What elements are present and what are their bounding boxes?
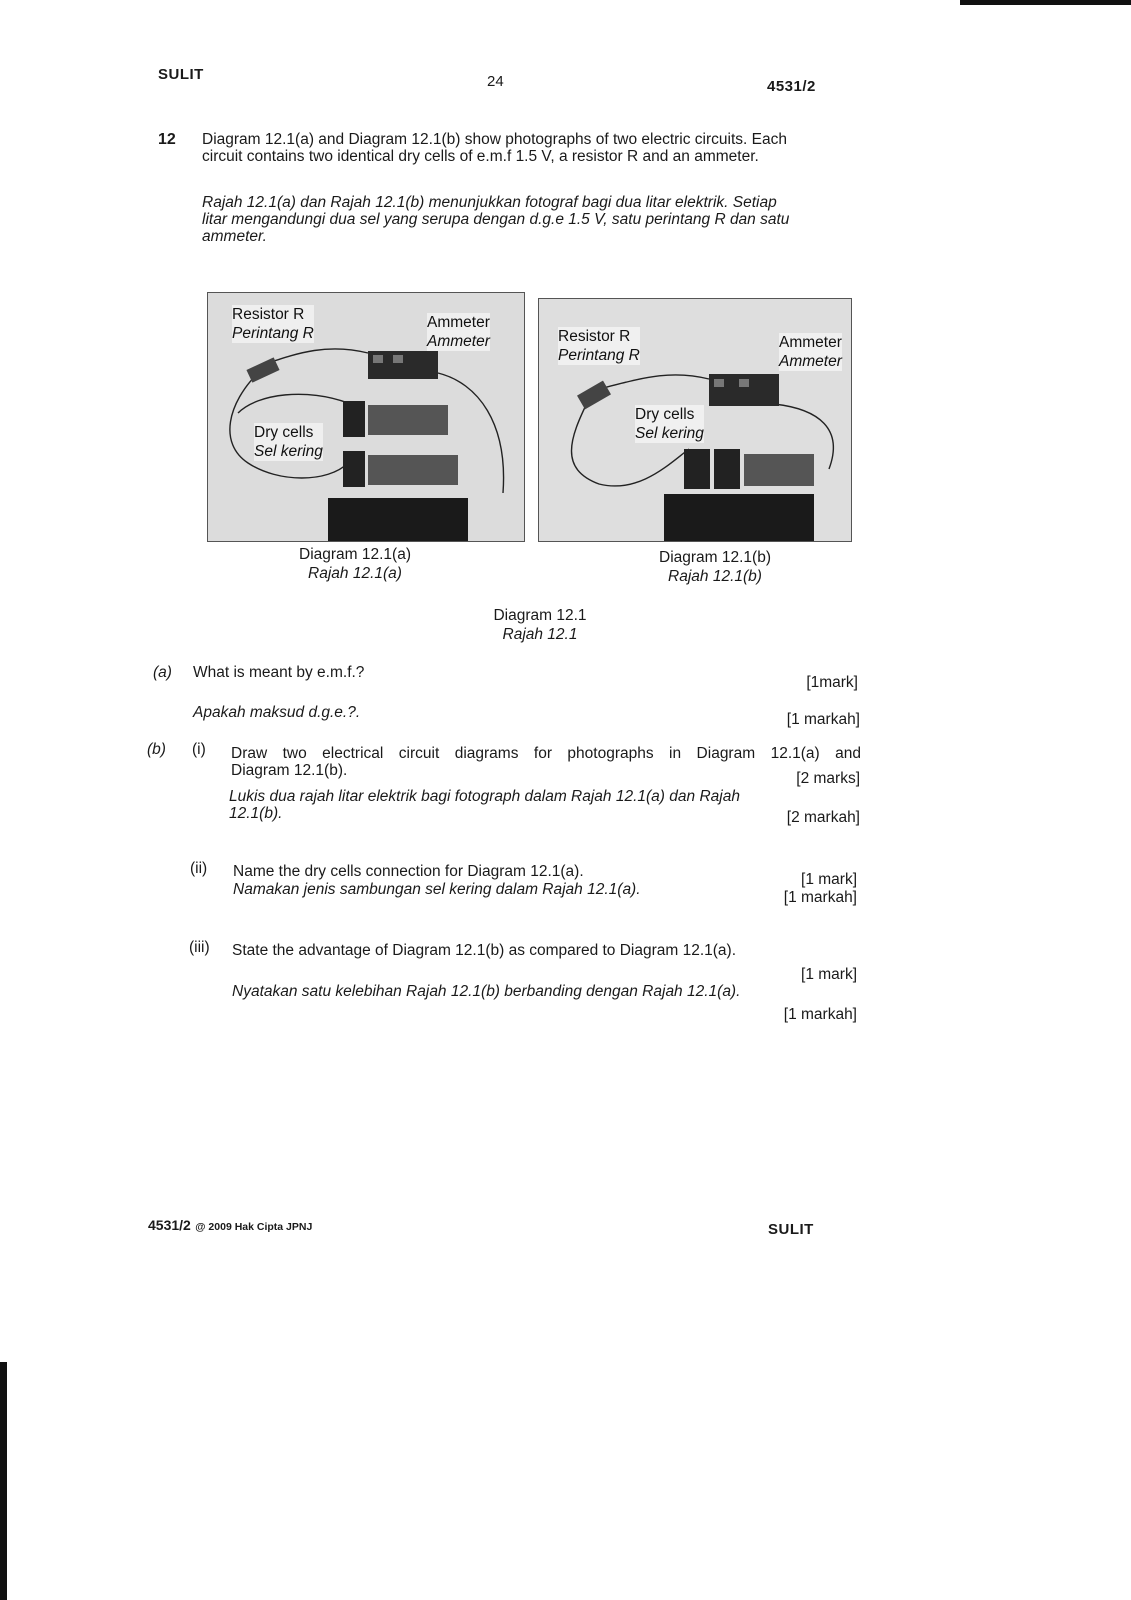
question-intro-ms (202, 194, 882, 245)
footer-sulit: SULIT (768, 1221, 814, 1238)
part-b-i-en-line-1: Draw two electrical circuit diagrams for photographs in Diagram 12.1(a) and (231, 745, 861, 762)
label-a-resistor (232, 305, 314, 343)
intro-ms-line-1: Rajah 12.1(a) dan Rajah 12.1(b) menunjukkan fotograf bagi dua litar elektrik. Setiap (202, 194, 777, 211)
header-paper-code: 4531/2 (767, 78, 816, 95)
intro-ms-line-2: litar mengandungi dua sel yang serupa dengan d.g.e 1.5 V, satu perintang R dan satu (202, 211, 790, 228)
part-b-ii-question-en: Name the dry cells connection for Diagram 12.1(a). (233, 863, 584, 880)
label-b-cells (635, 405, 704, 443)
label-b-resistor (558, 327, 640, 365)
part-b-label: (b) (147, 741, 166, 758)
caption-b-ms: Rajah 12.1(b) (668, 568, 762, 585)
header-sulit: SULIT (158, 66, 204, 83)
photo-diagram-12-1b (538, 298, 852, 542)
part-b-iii-question-en: State the advantage of Diagram 12.1(b) as compared to Diagram 12.1(a). (232, 942, 737, 959)
part-a-marks-en: [1mark] (806, 674, 858, 691)
label-a-resistor-ms: Perintang R (232, 325, 314, 342)
part-b-ii-question-ms: Namakan jenis sambungan sel kering dalam Rajah 12.1(a). (233, 881, 641, 898)
part-a-marks-ms: [1 markah] (786, 711, 860, 728)
label-b-ammeter-en: Ammeter (779, 334, 842, 351)
caption-a-en: Diagram 12.1(a) (299, 546, 411, 563)
intro-en-line-2: circuit contains two identical dry cells of e.m.f 1.5 V, a resistor R and an ammeter. (202, 148, 759, 165)
page-number: 24 (487, 73, 504, 90)
part-b-i-en-line-2: Diagram 12.1(b). (231, 762, 348, 779)
label-b-resistor-ms: Perintang R (558, 347, 640, 364)
part-b-ii-marks-en: [1 mark] (801, 871, 857, 888)
part-b-i-ms-line-1: Lukis dua rajah litar elektrik bagi fotograph dalam Rajah 12.1(a) dan Rajah (229, 788, 740, 805)
scan-edge-top (960, 0, 1131, 5)
label-a-cells-en: Dry cells (254, 424, 314, 441)
label-a-ammeter-ms: Ammeter (427, 333, 490, 350)
label-a-ammeter (427, 313, 490, 351)
part-b-i-marks-ms: [2 markah] (786, 809, 860, 826)
question-number: 12 (158, 131, 176, 148)
figure-caption-ms: Rajah 12.1 (502, 626, 578, 643)
part-b-i-ms-line-2: 12.1(b). (229, 805, 283, 822)
part-b-ii-marks-ms: [1 markah] (783, 889, 857, 906)
footer-copyright: @ 2009 Hak Cipta JPNJ (195, 1221, 313, 1233)
part-b-ii-label: (ii) (190, 860, 208, 877)
caption-b (630, 548, 800, 586)
label-b-ammeter-ms: Ammeter (779, 353, 842, 370)
caption-a (270, 545, 440, 583)
footer-left (148, 1217, 312, 1235)
photo-diagram-12-1a (207, 292, 525, 542)
part-b-i-marks-en: [2 marks] (796, 770, 860, 787)
part-b-iii-marks-ms: [1 markah] (783, 1006, 857, 1023)
question-intro-en (202, 131, 882, 165)
part-b-iii-label: (iii) (189, 939, 210, 956)
part-b-iii-question-ms: Nyatakan satu kelebihan Rajah 12.1(b) berbanding dengan Rajah 12.1(a). (232, 983, 741, 1000)
figure-caption (455, 606, 625, 644)
label-a-ammeter-en: Ammeter (427, 314, 490, 331)
part-b-iii-marks-en: [1 mark] (801, 966, 857, 983)
figure-caption-en: Diagram 12.1 (493, 607, 587, 624)
scan-edge-left (0, 1362, 7, 1600)
intro-en-line-1: Diagram 12.1(a) and Diagram 12.1(b) show photographs of two electric circuits. Each (202, 131, 787, 148)
label-b-ammeter (779, 333, 842, 371)
part-a-label: (a) (153, 664, 172, 681)
label-a-cells (254, 423, 323, 461)
intro-ms-line-3: ammeter. (202, 228, 267, 245)
part-b-i-label: (i) (192, 741, 206, 758)
label-b-cells-en: Dry cells (635, 406, 695, 423)
part-a-question-ms: Apakah maksud d.g.e.?. (193, 704, 361, 721)
footer-paper-code: 4531/2 (148, 1217, 191, 1233)
label-b-cells-ms: Sel kering (635, 425, 704, 442)
caption-b-en: Diagram 12.1(b) (659, 549, 771, 566)
caption-a-ms: Rajah 12.1(a) (308, 565, 402, 582)
label-a-resistor-en: Resistor R (232, 306, 305, 323)
label-b-resistor-en: Resistor R (558, 328, 631, 345)
part-a-question-en: What is meant by e.m.f.? (193, 664, 365, 681)
label-a-cells-ms: Sel kering (254, 443, 323, 460)
